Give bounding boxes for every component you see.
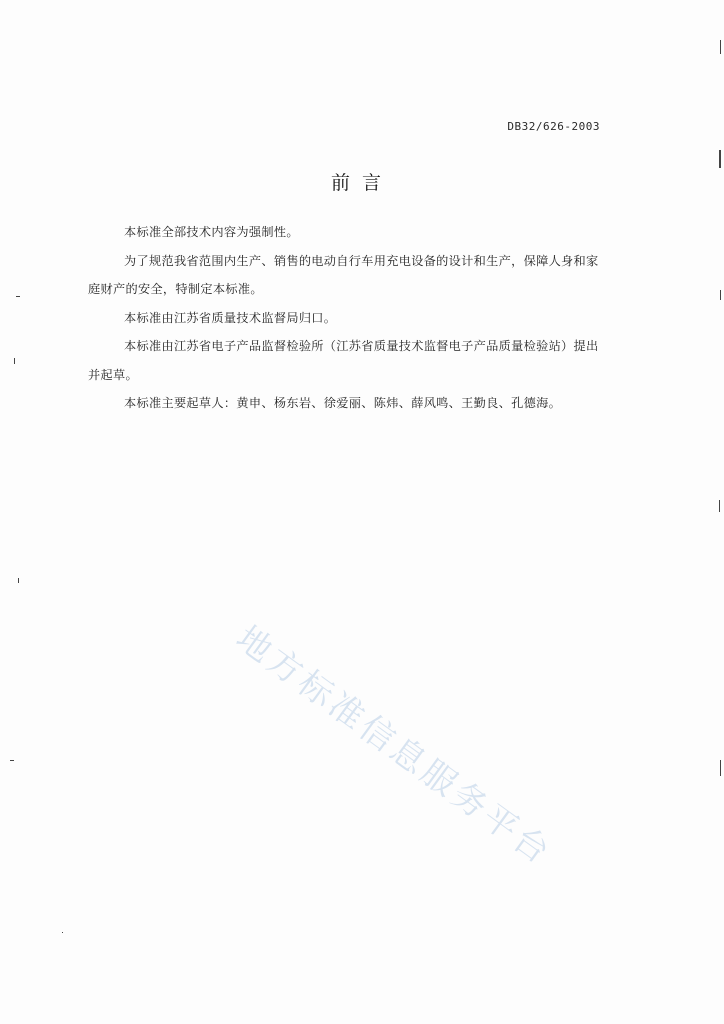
- left-margin-speck: [10, 760, 14, 761]
- paragraph-4: 本标准由江苏省电子产品监督检验所（江苏省质量技术监督电子产品质量检验站）提出: [124, 339, 599, 353]
- document-code: DB32/626-2003: [507, 120, 600, 133]
- page-title: 前言: [330, 172, 393, 194]
- watermark-text: 地方标准信息服务平台: [228, 618, 560, 874]
- paragraph-5: 本标准主要起草人：黄申、杨东岩、徐爱丽、陈炜、薛风鸣、王勤良、孔德海。: [124, 396, 562, 410]
- paragraph-3: 本标准由江苏省质量技术监督局归口。: [124, 310, 337, 325]
- left-margin-speck: [16, 296, 20, 297]
- paragraph-4-continuation: 并起草。: [88, 367, 138, 382]
- document-body: [88, 218, 628, 418]
- paragraph-1: 本标准全部技术内容为强制性。: [124, 225, 299, 239]
- paragraph-2-continuation: 庭财产的安全，特制定本标准。: [88, 282, 263, 296]
- left-margin-speck: [62, 932, 63, 933]
- left-margin-speck: [18, 578, 19, 583]
- paragraph-2: 为了规范我省范围内生产、销售的电动自行车用充电设备的设计和生产，保障人身和家: [124, 253, 599, 268]
- left-margin-speck: [14, 358, 15, 364]
- scan-edge-marks: [716, 0, 724, 1024]
